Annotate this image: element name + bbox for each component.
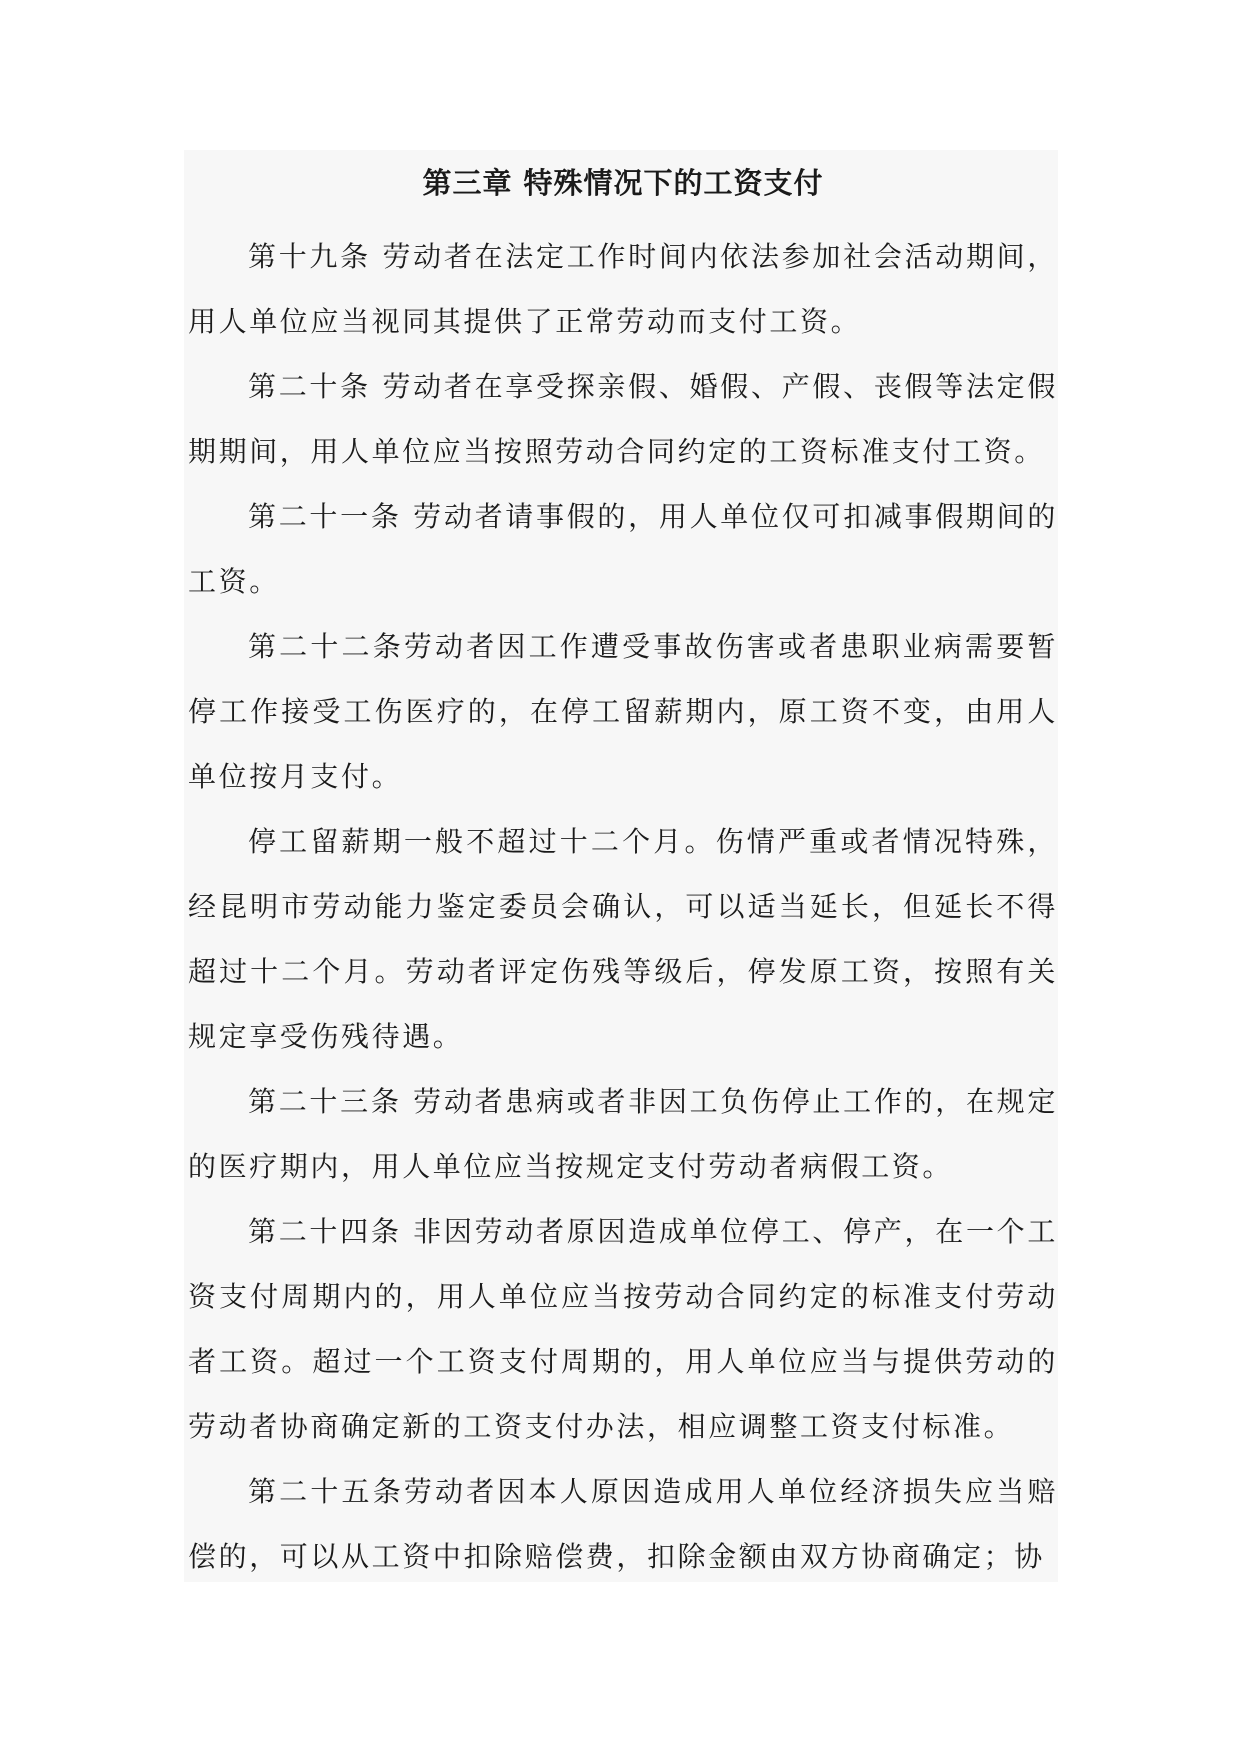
article-21: 第二十一条 劳动者请事假的，用人单位仅可扣减事假期间的工资。: [188, 500, 1058, 598]
article-22-paragraph-2: 停工留薪期一般不超过十二个月。伤情严重或者情况特殊，经昆明市劳动能力鉴定委员会确认，可以适当延长，但延长不得超过十二个月。劳动者评定伤残等级后，停发原工资，按照有关规定享受伤残待遇。: [188, 825, 1058, 1053]
chapter-title: 第三章 特殊情况下的工资支付: [422, 166, 824, 200]
article-20: 第二十条 劳动者在享受探亲假、婚假、产假、丧假等法定假期期间，用人单位应当按照劳动合同约定的工资标准支付工资。: [188, 370, 1058, 468]
article-19: 第十九条 劳动者在法定工作时间内依法参加社会活动期间，用人单位应当视同其提供了正常劳动而支付工资。: [188, 240, 1058, 338]
document-body: [188, 158, 1058, 1589]
article-22: 第二十二条劳动者因工作遭受事故伤害或者患职业病需要暂停工作接受工伤医疗的，在停工留薪期内，原工资不变，由用人单位按月支付。: [188, 630, 1058, 793]
article-24: 第二十四条 非因劳动者原因造成单位停工、停产，在一个工资支付周期内的，用人单位应当按劳动合同约定的标准支付劳动者工资。超过一个工资支付周期的，用人单位应当与提供劳动的劳动者协商确定新的工资支付办法，相应调整工资支付标准。: [188, 1215, 1058, 1443]
article-23: 第二十三条 劳动者患病或者非因工负伤停止工作的，在规定的医疗期内，用人单位应当按规定支付劳动者病假工资。: [188, 1085, 1058, 1183]
article-25: 第二十五条劳动者因本人原因造成用人单位经济损失应当赔偿的，可以从工资中扣除赔偿费，扣除金额由双方协商确定；协: [188, 1475, 1058, 1573]
